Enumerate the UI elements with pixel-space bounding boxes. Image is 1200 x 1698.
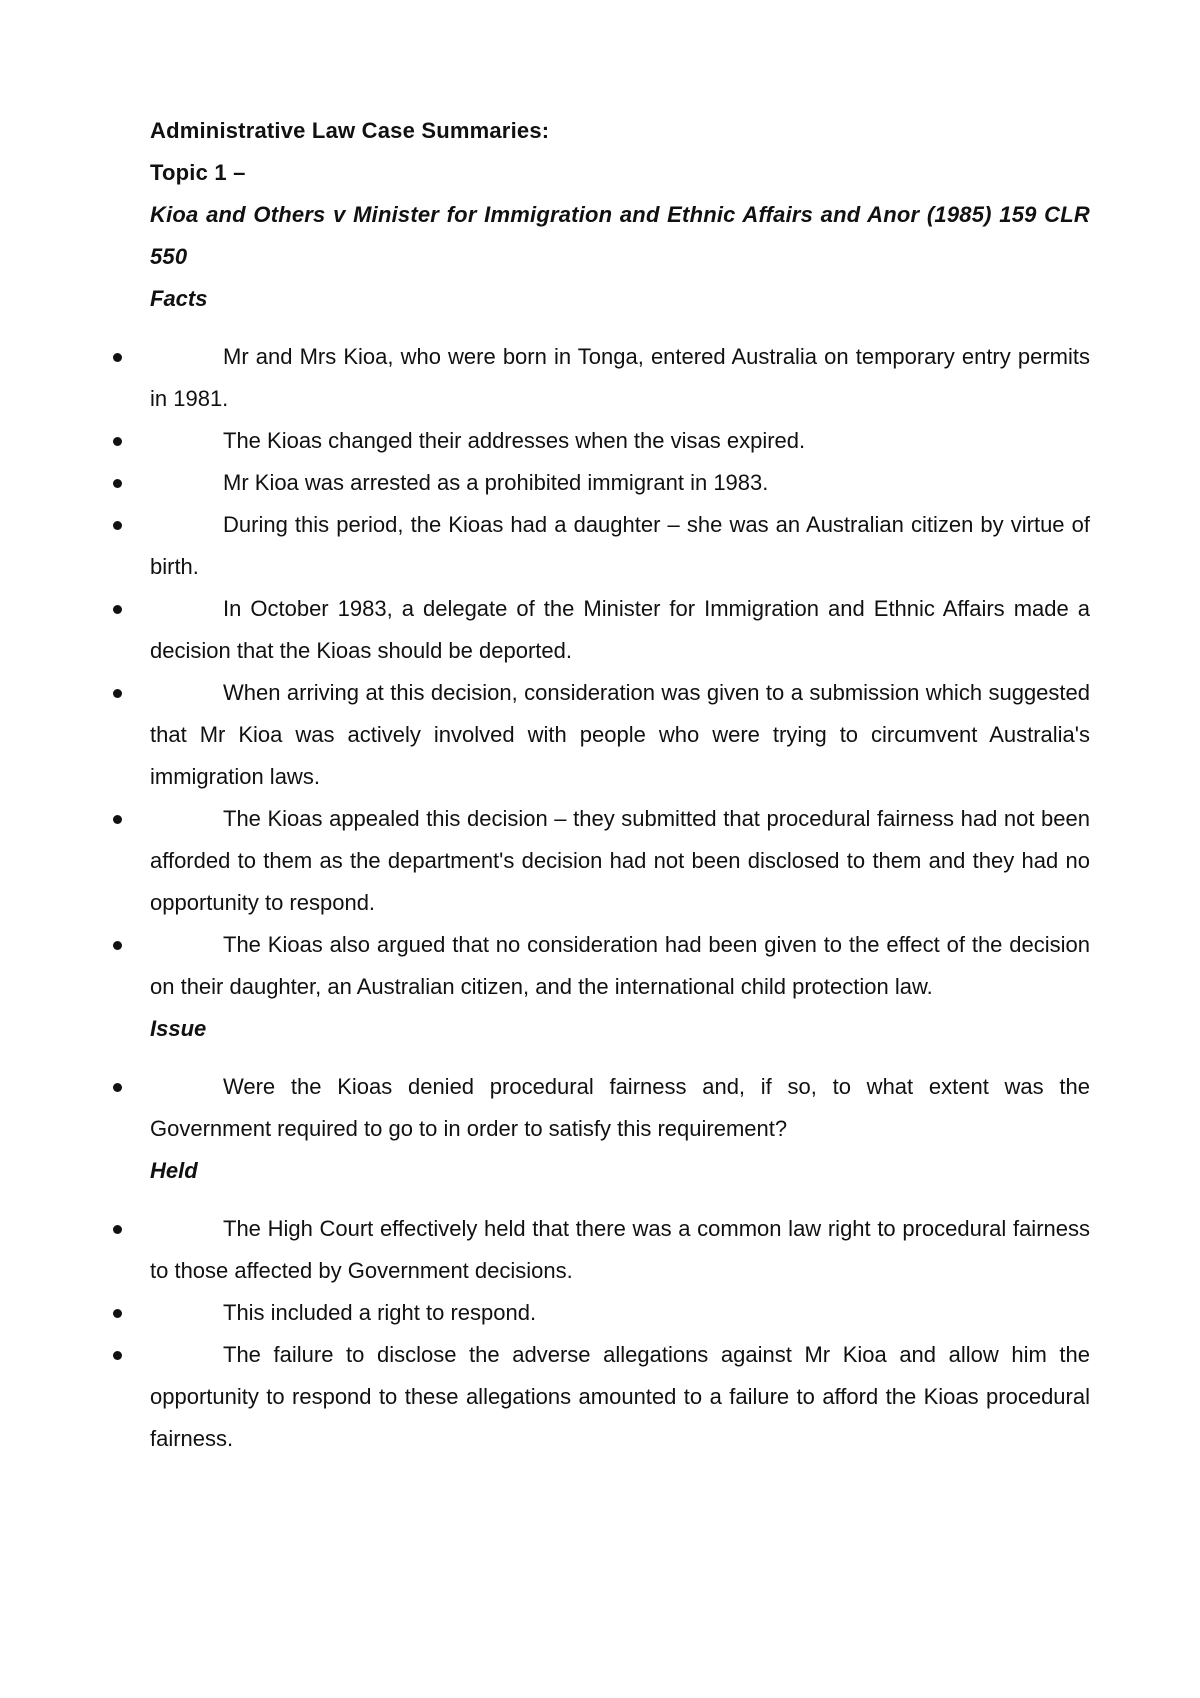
list-item: This included a right to respond. xyxy=(150,1292,1090,1334)
bullet-icon xyxy=(113,1309,122,1318)
list-item: The Kioas also argued that no consideration had been given to the effect of the decision on their daughter, an Australian citizen, and the international child protection law. xyxy=(150,924,1090,1008)
issue-list xyxy=(150,1066,1090,1150)
bullet-icon xyxy=(113,1083,122,1092)
bullet-icon xyxy=(113,353,122,362)
facts-heading: Facts xyxy=(150,286,208,311)
bullet-icon xyxy=(113,689,122,698)
bullet-icon xyxy=(113,1351,122,1360)
topic-heading: Topic 1 – xyxy=(150,160,246,185)
case-title: Kioa and Others v Minister for Immigration and Ethnic Affairs and Anor (1985) 159 CLR 550 xyxy=(150,202,1090,269)
list-item: The Kioas changed their addresses when the visas expired. xyxy=(150,420,1090,462)
bullet-icon xyxy=(113,605,122,614)
bullet-icon xyxy=(113,1225,122,1234)
bullet-icon xyxy=(113,815,122,824)
list-item: Mr and Mrs Kioa, who were born in Tonga, entered Australia on temporary entry permits in 1981. xyxy=(150,336,1090,420)
bullet-icon xyxy=(113,521,122,530)
bullet-icon xyxy=(113,437,122,446)
list-item: The High Court effectively held that there was a common law right to procedural fairness to those affected by Government decisions. xyxy=(150,1208,1090,1292)
document-title: Administrative Law Case Summaries: xyxy=(150,118,550,143)
facts-list xyxy=(150,336,1090,1008)
list-item: The failure to disclose the adverse allegations against Mr Kioa and allow him the opportunity to respond to these allegations amounted to a failure to afford the Kioas procedural fairness. xyxy=(150,1334,1090,1460)
list-item: The Kioas appealed this decision – they submitted that procedural fairness had not been afforded to them as the department's decision had not been disclosed to them and they had no opportunity to respond. xyxy=(150,798,1090,924)
document-body xyxy=(150,110,1090,1460)
held-list xyxy=(150,1208,1090,1460)
list-item: Were the Kioas denied procedural fairness and, if so, to what extent was the Government required to go to in order to satisfy this requirement? xyxy=(150,1066,1090,1150)
list-item: Mr Kioa was arrested as a prohibited immigrant in 1983. xyxy=(150,462,1090,504)
issue-heading: Issue xyxy=(150,1016,207,1041)
list-item: In October 1983, a delegate of the Minister for Immigration and Ethnic Affairs made a decision that the Kioas should be deported. xyxy=(150,588,1090,672)
held-heading: Held xyxy=(150,1158,198,1183)
bullet-icon xyxy=(113,941,122,950)
list-item: When arriving at this decision, consideration was given to a submission which suggested that Mr Kioa was actively involved with people who were trying to circumvent Australia's immigration laws. xyxy=(150,672,1090,798)
bullet-icon xyxy=(113,479,122,488)
list-item: During this period, the Kioas had a daughter – she was an Australian citizen by virtue of birth. xyxy=(150,504,1090,588)
